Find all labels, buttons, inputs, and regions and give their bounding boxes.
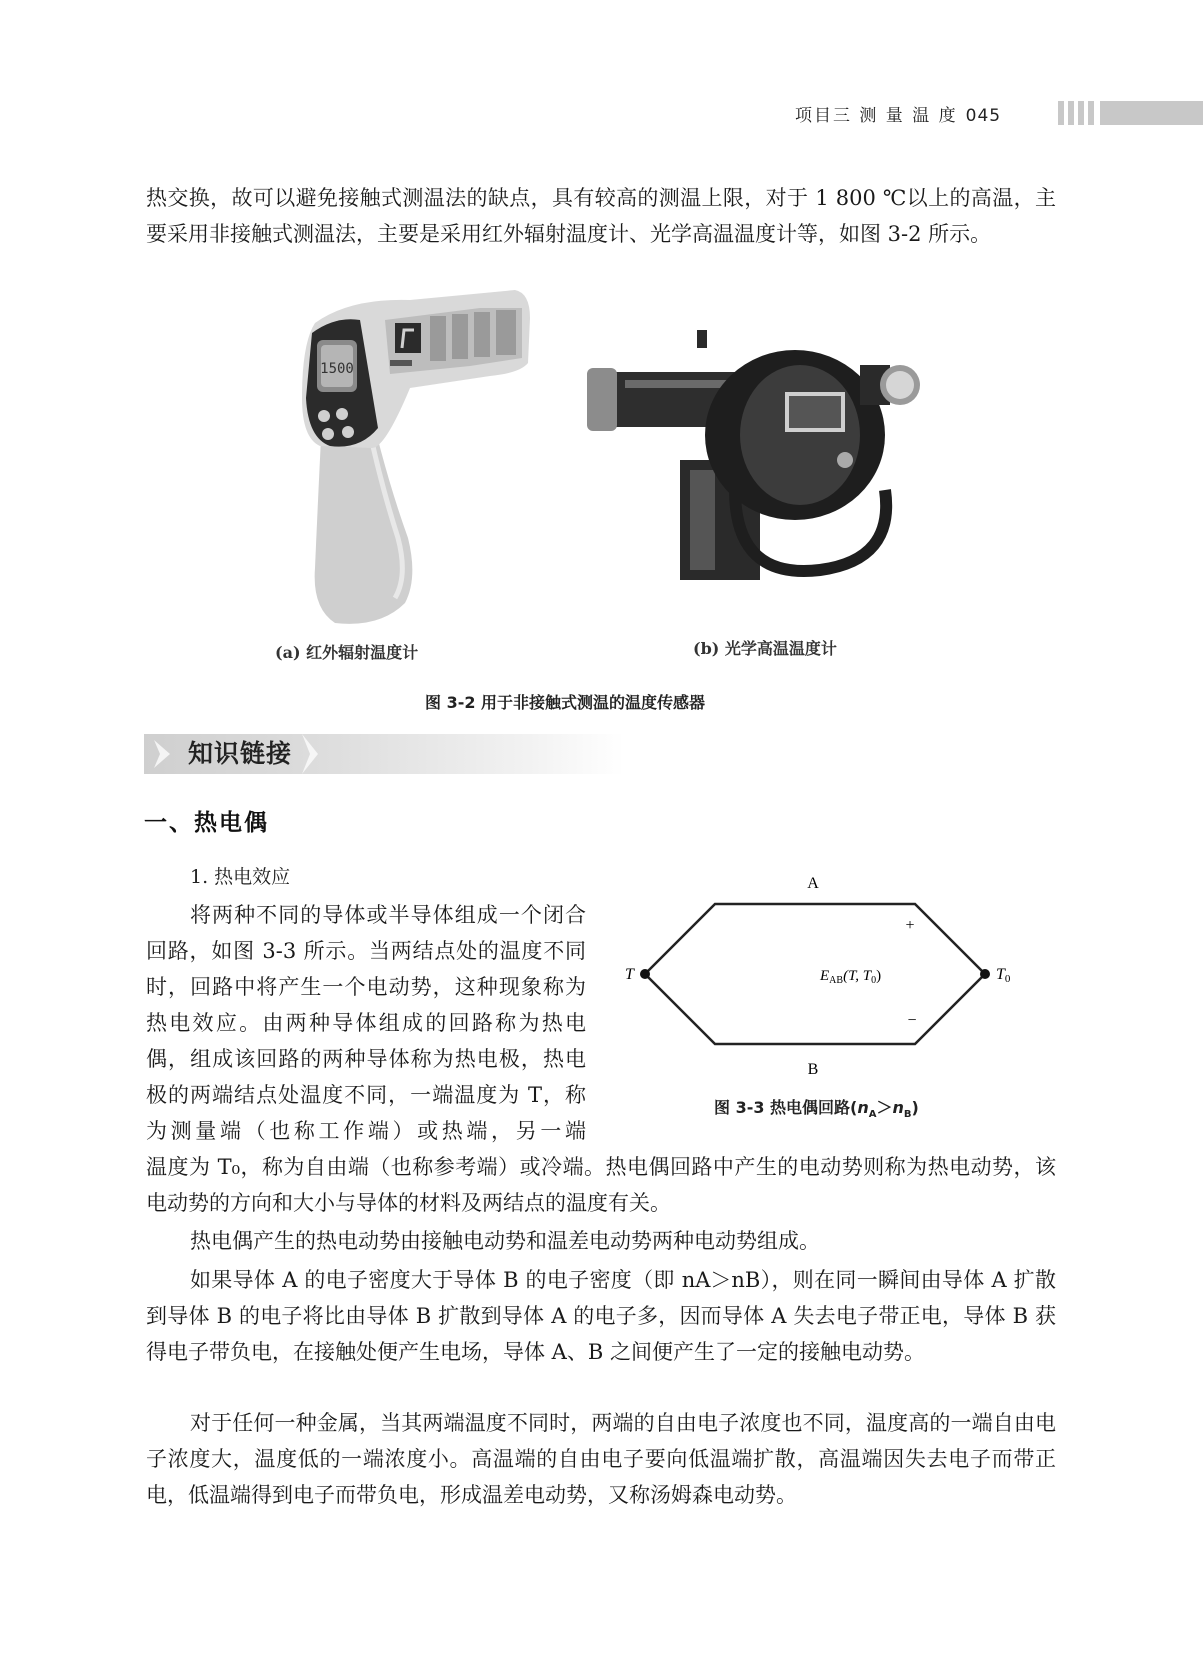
figure-3-2-caption: 图 3-2 用于非接触式测温的温度传感器 (425, 693, 706, 712)
thermometer-display: 1500 (320, 361, 354, 377)
subsection-heading: 1. 热电效应 (190, 866, 291, 888)
header-section: 项目三 测 量 温 度 (795, 106, 958, 126)
header-decoration-bars (1058, 101, 1203, 125)
banner-arrow-tip (300, 734, 330, 774)
cold-end-label: T0 (996, 966, 1011, 985)
optical-pyrometer-image (585, 330, 920, 595)
circuit-loop (645, 904, 985, 1044)
thermocouple-circuit-diagram (620, 862, 1060, 1132)
infrared-thermometer-image (290, 278, 535, 638)
conductor-b-label: B (807, 1061, 819, 1078)
paragraph-4: 如果导体 A 的电子密度大于导体 B 的电子密度（即 nA＞nB），则在同一瞬间由导体 A 扩散到导体 B 的电子将比由导体 B 扩散到导体 A 的电子多，因而导体 A 失去电子带正电，导体 B 获得电子带负电，在接触处便产生电场，导体 A、B 之间便产生了一定的接触电动势。 (146, 1268, 1056, 1364)
plus-sign: + (905, 917, 915, 934)
hot-junction-dot (640, 969, 650, 979)
running-header (795, 101, 1001, 126)
paragraph-1: 热交换，故可以避免接触式测温法的缺点，具有较高的测温上限，对于 1 800 ℃以上的高温，主要采用非接触式测温法，主要是采用红外辐射温度计、光学高温温度计等，如图 3-2 所示。 (146, 186, 1056, 246)
paragraph-5: 对于任何一种金属，当其两端温度不同时，两端的自由电子浓度也不同，温度高的一端自由电子浓度大，温度低的一端浓度小。高温端的自由电子要向低温端扩散，高温端因失去电子而带正电，低温端得到电子而带负电，形成温差电动势，又称汤姆森电动势。 (146, 1411, 1056, 1507)
emf-label: $E_{AB}(T$, $T_0$) (820, 968, 882, 986)
figure-3-2b-caption: (b) 光学高温温度计 (693, 639, 837, 658)
section-heading: 一、热电偶 (144, 810, 269, 836)
hot-end-label: T (625, 966, 634, 983)
cold-junction-dot (980, 969, 990, 979)
figure-3-2a-caption: (a) 红外辐射温度计 (275, 643, 419, 662)
minus-sign: − (907, 1012, 917, 1029)
page-number: 045 (965, 106, 1002, 126)
conductor-a-label: A (807, 875, 819, 892)
paragraph-2-continued: 温度为 T₀，称为自由端（也称参考端）或冷端。热电偶回路中产生的电动势则称为热电动势，该电动势的方向和大小与导体的材料及两结点的温度有关。 (146, 1155, 1056, 1215)
paragraph-2-left: 将两种不同的导体或半导体组成一个闭合回路，如图 3-3 所示。当两结点处的温度不同时，回路中将产生一个电动势，这种现象称为热电效应。由两种导体组成的回路称为热电偶，组成该回路的两种导体称为热电极，热电极的两端结点处温度不同，一端温度为 T，称为测量端（也称工作端）或热端，另一端 (146, 903, 586, 1143)
paragraph-3: 热电偶产生的热电动势由接触电动势和温差电动势两种电动势组成。 (190, 1229, 820, 1253)
figure-3-3-caption: 图 3-3 热电偶回路$(n_A>n_B)$ (714, 1098, 919, 1121)
chevron-right-icon (150, 738, 178, 770)
banner-title: 知识链接 (188, 739, 293, 768)
